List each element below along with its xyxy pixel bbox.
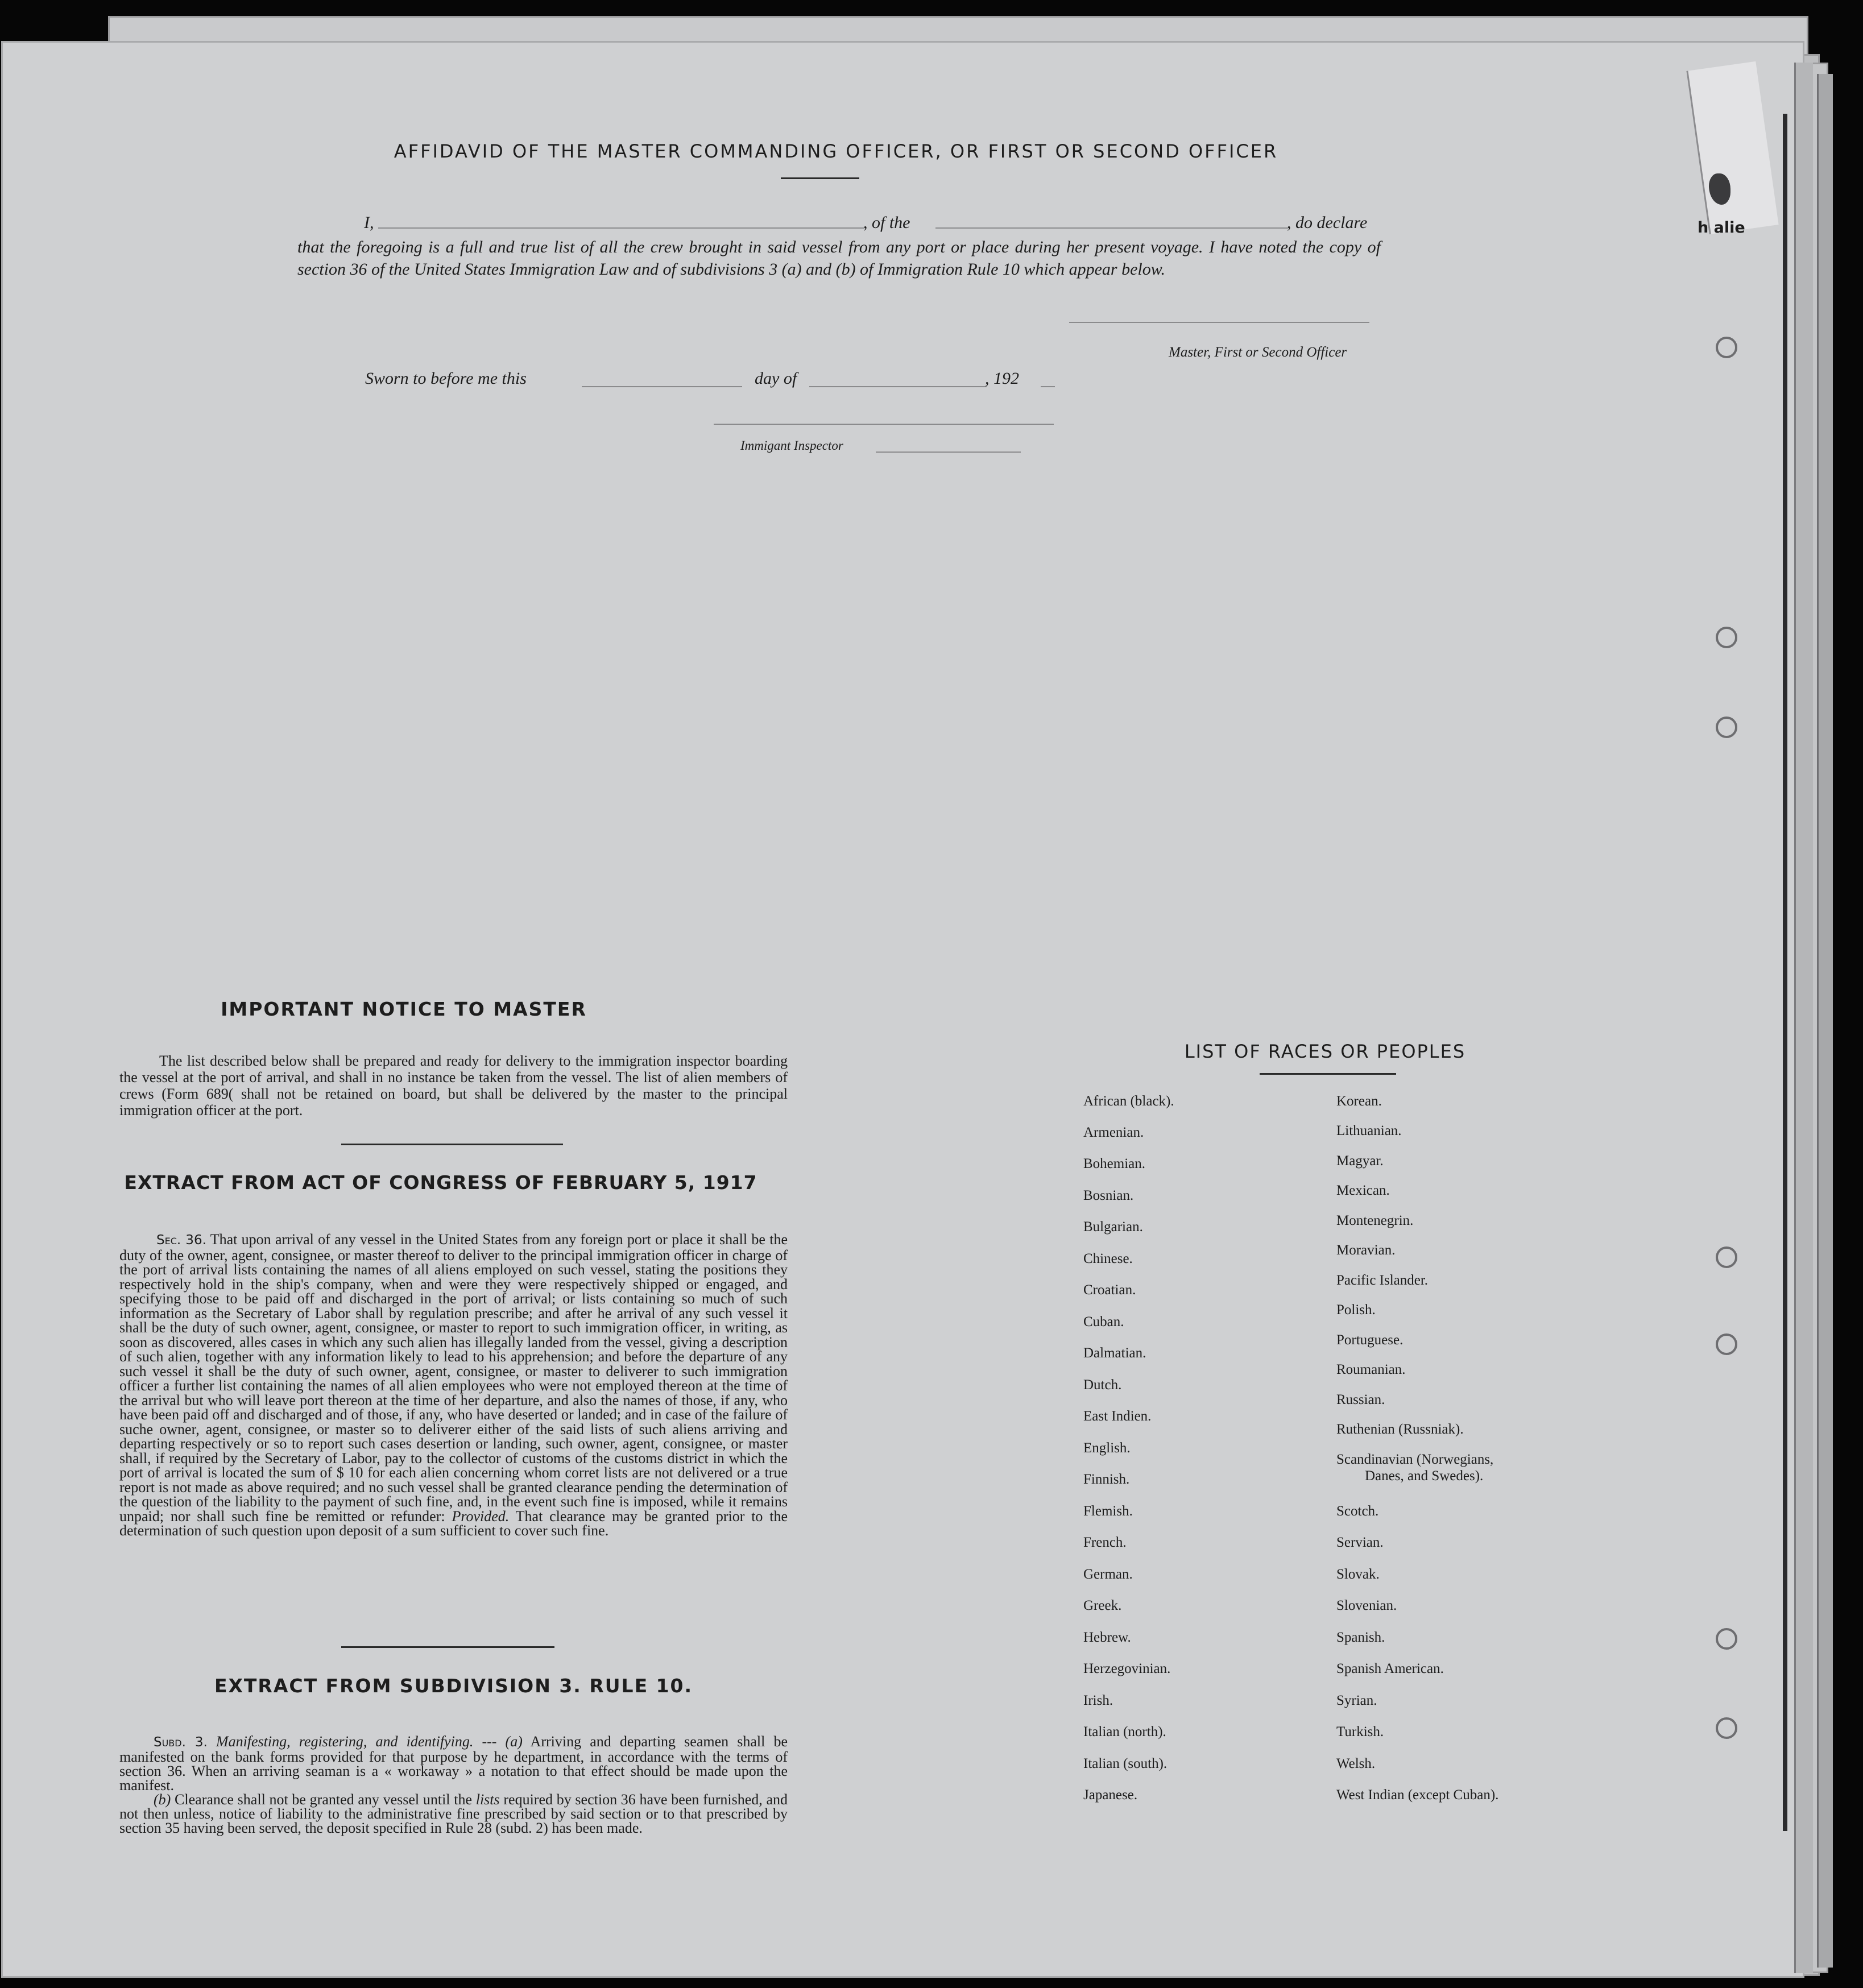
- signature-field[interactable]: [1069, 322, 1369, 323]
- subd-b-lists: lists: [475, 1791, 500, 1808]
- race-left-item: German.: [1083, 1567, 1133, 1582]
- race-right-item: Turkish.: [1336, 1724, 1384, 1740]
- year-label: , 192: [985, 369, 1019, 388]
- punch-hole-mark: [1716, 1246, 1737, 1268]
- race-right-item: Danes, and Swedes).: [1365, 1468, 1484, 1484]
- race-right-item: Polish.: [1336, 1302, 1376, 1318]
- race-left-item: Herzegovinian.: [1083, 1661, 1171, 1676]
- subd-b: [119, 1792, 788, 1835]
- race-left-item: Irish.: [1083, 1693, 1113, 1708]
- race-left-item: Dutch.: [1083, 1377, 1122, 1393]
- punch-hole-mark: [1716, 716, 1737, 738]
- punch-hole-mark: [1716, 1717, 1737, 1739]
- signature-caption: Master, First or Second Officer: [1169, 345, 1347, 360]
- subd-b-label: (b): [154, 1791, 171, 1808]
- name-field[interactable]: [378, 227, 864, 229]
- race-right-item: Welsh.: [1336, 1756, 1376, 1771]
- binding-edge: [1794, 63, 1813, 1973]
- of-the-label: , of the: [863, 213, 910, 232]
- day-of-label: day of: [755, 369, 797, 388]
- race-left-item: Chinese.: [1083, 1251, 1133, 1266]
- notice-title: IMPORTANT NOTICE TO MASTER: [221, 998, 587, 1020]
- section-text-end: That clearance may be granted prior to the determination of such question upon deposit of a sum sufficient to cover such fine.: [119, 1507, 788, 1539]
- inspector-label: Immigant Inspector: [740, 438, 843, 453]
- race-left-item: Armenian.: [1083, 1125, 1144, 1140]
- race-right-item: Korean.: [1336, 1094, 1382, 1109]
- race-right-item: Spanish American.: [1336, 1661, 1444, 1676]
- race-right-item: Mexican.: [1336, 1183, 1390, 1198]
- affidavit-title: AFFIDAVID OF THE MASTER COMMANDING OFFICER, OR FIRST OR SECOND OFFICER: [394, 140, 1278, 162]
- subd-label: Subd. 3.: [154, 1735, 208, 1750]
- races-rule: [1260, 1073, 1396, 1075]
- title-rule: [781, 177, 859, 179]
- extract-rule: [341, 1646, 554, 1648]
- notice-body: The list described below shall be prepared and ready for delivery to the immigration inspector boarding the vessel at the port of arrival, and shall in no instance be taken from the vessel. The list of alien members of crews (Form 689( shall not be retained on board, but shall be delivered by the master to the principal immigration officer at the port.: [119, 1053, 788, 1119]
- race-right-item: Slovenian.: [1336, 1598, 1397, 1613]
- provided-label: Provided.: [452, 1507, 510, 1525]
- race-left-item: French.: [1083, 1535, 1127, 1550]
- subd-a-label: (a): [505, 1733, 523, 1750]
- race-right-item: Scotch.: [1336, 1504, 1379, 1519]
- section-text: That upon arrival of any vessel in the United States from any foreign port or place it shall be the duty of the owner, agent, consignee, or master thereof to deliver to the principal immigration officer in charge of the port of arrival lists containing the names of all aliens employed on such vessel, stating the positions they respectively hold in the ship's company, when and were they were respectively shipped or engaged, and specifying those to be paid off and discharged in the port of arrival; or lists containing so much of such information as the Secretary of Labor shall by regulation prescribe; and after he arrival of any such vessel it shall be the duty of such owner, agent, consignee, or master to report to such immigration officer, in writing, as soon as discovered, alles cases in which any such alien has illegally landed from the vessel, giving a description of such alien, together with any information likely to lead to his apprehension; and before the departure of any such vessel it shall be the duty of such owner, agent, consignee, or master to deliverer to such immigration officer a further list containing the names of all alien employees who were not employed thereon at the time of the arrival but who will leave port thereon at the time of her departure, and also the names of those, if any, who have been paid off and discharged and of those, if any, who have deserted or landed; and in case of the failure of suche owner, agent, consignee, or master so to deliverer either of the said lists of such aliens arriving and departing respectively or so to report such cases desertion or landing, such owner, agent, consignee, or master shall, if required by the Secretary of Labor, pay to the collector of customs of the customs district in which the port of arrival is located the sum of $ 10 for each alien concerning whom corret lists are not delivered or a true report is not made as above required; and no such vessel shall be granted clearance pending the determination of the question of the liability to the payment of such fine, and, in the event such fine is imposed, while it remains unpaid; nor shall such fine be remitted or refunder:: [119, 1231, 788, 1525]
- declaration-prefix: I,: [364, 213, 374, 232]
- race-left-item: Croatian.: [1083, 1282, 1136, 1298]
- torn-corner: [1686, 61, 1778, 234]
- race-right-item: Portuguese.: [1336, 1332, 1404, 1348]
- margin-fragment: h alie: [1698, 219, 1745, 237]
- inspector-signature-field[interactable]: [714, 424, 1054, 425]
- race-right-item: Slovak.: [1336, 1567, 1380, 1582]
- race-left-item: Italian (south).: [1083, 1756, 1168, 1771]
- subd-a-text: Arriving and departing seamen shall be manifested on the bank forms provided for that purpose by he department, in accordance with the terms of section 36. When an arriving seaman is a « workaway » a notation to that effect should be made upon the manifest.: [119, 1733, 788, 1794]
- subd-b-text-1: Clearance shall not be granted any vessel until the: [175, 1791, 473, 1808]
- race-right-item: Syrian.: [1336, 1693, 1377, 1708]
- race-right-item: Magyar.: [1336, 1153, 1384, 1169]
- race-left-item: Bosnian.: [1083, 1188, 1134, 1203]
- inspector-name-field[interactable]: [876, 452, 1021, 453]
- race-left-item: Dalmatian.: [1083, 1345, 1146, 1361]
- race-right-item: West Indian (except Cuban).: [1336, 1787, 1499, 1803]
- race-left-item: Bohemian.: [1083, 1156, 1146, 1171]
- subd-a: Subd. 3. Manifesting, registering, and identifying. --- (a) Arriving and departing seamen shall be manifested on the bank forms provided for that purpose by he department, in accordance with the terms of section 36. When an arriving seaman is a « workaway » a notation to that effect should be made upon the manifest.: [119, 1733, 788, 1794]
- race-right-item: Lithuanian.: [1336, 1123, 1402, 1138]
- race-left-item: Italian (north).: [1083, 1724, 1166, 1740]
- race-right-item: Montenegrin.: [1336, 1213, 1414, 1228]
- punch-hole-mark: [1716, 627, 1737, 648]
- punch-hole-mark: [1716, 1333, 1737, 1355]
- do-declare-label: , do declare: [1287, 213, 1368, 232]
- race-left-item: East Indien.: [1083, 1409, 1152, 1424]
- race-left-item: Cuban.: [1083, 1314, 1124, 1330]
- subd-b-text-2: required by section 36 have been furnished, and not then unless, notice of liability to the administrative fine prescribed by said section or to that prescribed by section 35 having been served, the deposit specified in Rule 28 (subd. 2) has been made.: [119, 1791, 788, 1836]
- race-right-item: Pacific Islander.: [1336, 1273, 1429, 1288]
- section-label: Sec. 36.: [156, 1233, 206, 1248]
- race-left-item: English.: [1083, 1440, 1131, 1456]
- notice-rule: [341, 1144, 563, 1145]
- race-right-item: Russian.: [1336, 1392, 1385, 1407]
- race-left-item: Bulgarian.: [1083, 1219, 1143, 1235]
- races-title: LIST OF RACES OR PEOPLES: [1184, 1041, 1466, 1062]
- race-left-item: Finnish.: [1083, 1472, 1130, 1487]
- vessel-field[interactable]: [935, 227, 1288, 229]
- extract-act-body: [119, 1232, 788, 1538]
- affidavit-body: that the foregoing is a full and true list of all the crew brought in said vessel from any port or place during her present voyage. I have noted the copy of section 36 of the United States Immigration Law and of subdivisions 3 (a) and (b) of Immigration Rule 10 which appear below.: [297, 238, 1381, 279]
- race-left-item: African (black).: [1083, 1094, 1174, 1109]
- binding-edge: [1783, 114, 1787, 1831]
- extract-rule-title: EXTRACT FROM SUBDIVISION 3. RULE 10.: [214, 1675, 693, 1697]
- form-page: [3, 43, 1803, 1976]
- race-left-item: Flemish.: [1083, 1504, 1133, 1519]
- race-right-item: Roumanian.: [1336, 1362, 1406, 1377]
- race-left-item: Japanese.: [1083, 1787, 1138, 1803]
- punch-hole-mark: [1716, 1628, 1737, 1650]
- sworn-month-field[interactable]: [809, 386, 987, 387]
- race-right-item: Scandinavian (Norwegians,: [1336, 1452, 1494, 1467]
- race-right-item: Spanish.: [1336, 1630, 1385, 1645]
- race-right-item: Servian.: [1336, 1535, 1384, 1550]
- race-left-item: Hebrew.: [1083, 1630, 1131, 1645]
- sworn-label: Sworn to before me this: [365, 369, 527, 388]
- sworn-day-field[interactable]: [582, 386, 742, 387]
- race-left-item: Greek.: [1083, 1598, 1122, 1613]
- binding-edge: [1817, 74, 1833, 1968]
- extract-act-title: EXTRACT FROM ACT OF CONGRESS OF FEBRUARY 5, 1917: [124, 1171, 757, 1194]
- extract-rule-body: [119, 1734, 788, 1835]
- race-right-item: Ruthenian (Russniak).: [1336, 1422, 1464, 1437]
- subd-title: Manifesting, registering, and identifying.: [216, 1733, 474, 1750]
- year-field[interactable]: [1041, 386, 1055, 387]
- punch-hole-mark: [1716, 337, 1737, 358]
- race-right-item: Moravian.: [1336, 1242, 1396, 1258]
